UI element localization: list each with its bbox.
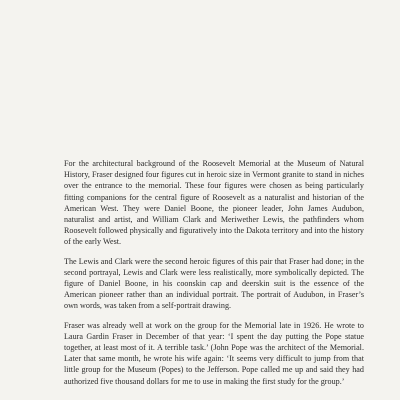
paragraph-3: Fraser was already well at work on the group for the Memorial late in 1926. He wrote to Laura Gardin Fraser in December of that year: ‘I spent the day putting the Pope statue together, at least most of it. A terrible task.’ (John Pope was the architect of the Memorial. Later that same month, he wrote his wife again: ‘It seems very difficult to jump from that little group for the Museum (Popes) to the Jefferson. Pope called me up and said they had authorized five thousand dollars for me to use in making the first study for the group.’	[64, 320, 364, 386]
body-text	[64, 158, 364, 387]
paragraph-1: For the architectural background of the Roosevelt Memorial at the Museum of Natural History, Fraser designed four figures cut in heroic size in Vermont granite to stand in niches over the entrance to the memorial. These four figures were chosen as being particularly fitting companions for the central figure of Roosevelt as a naturalist and historian of the American West. They were Daniel Boone, the pioneer leader, John James Audubon, naturalist and artist, and William Clark and Meriwether Lewis, the pathfinders whom Roosevelt followed physically and figuratively into the Dakota territory and into the history of the early West.	[64, 159, 364, 247]
paragraph-2: The Lewis and Clark were the second heroic figures of this pair that Fraser had done; in the second portrayal, Lewis and Clark were less realistically, more symbolically depicted. The figure of Daniel Boone, in his coonskin cap and deerskin suit is the essence of the American pioneer rather than an individual portrait. The portrait of Audubon, in Fraser’s own words, was taken from a self-portrait drawing.	[64, 256, 364, 311]
